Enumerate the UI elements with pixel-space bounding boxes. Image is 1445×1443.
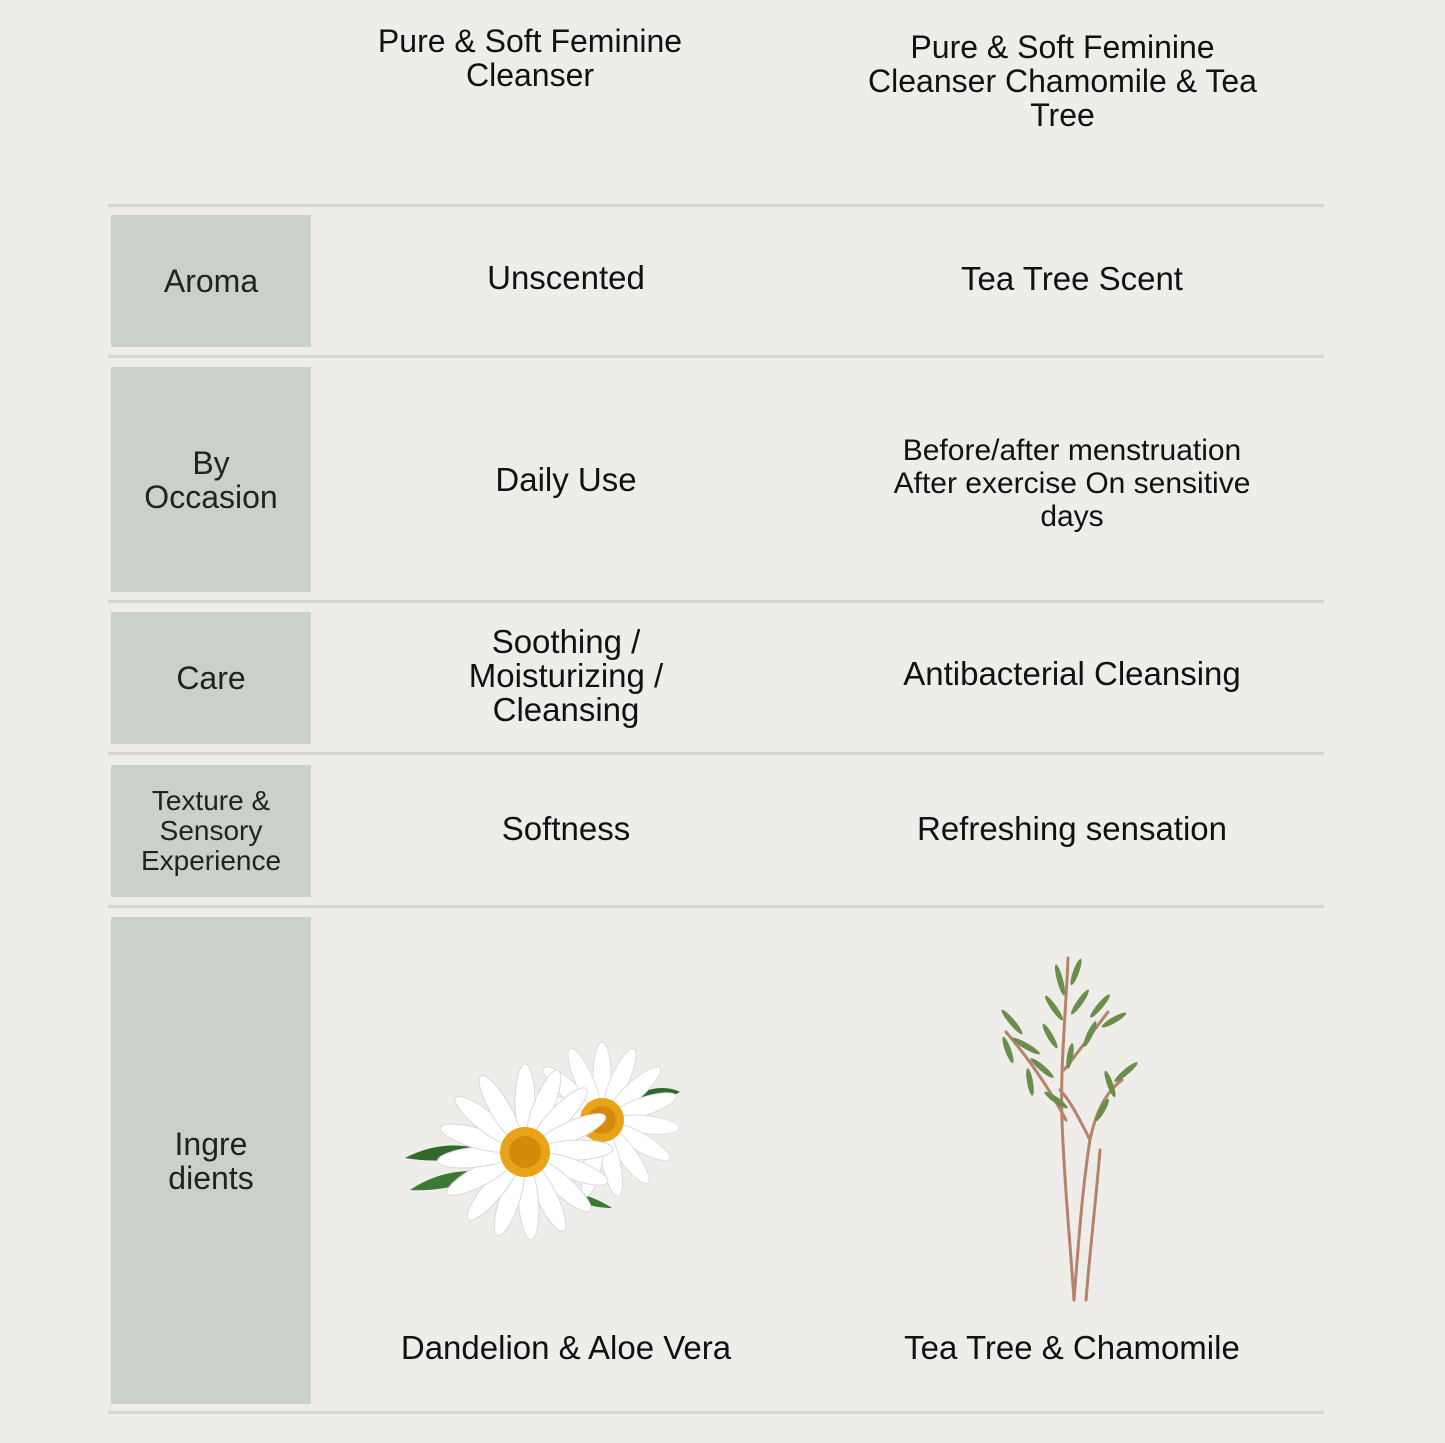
- row-label-text: By Occasion: [144, 444, 278, 515]
- row-divider: [108, 752, 1324, 755]
- leaf-icon: [999, 958, 1139, 1123]
- cell-occasion-product-2: Before/after menstruation After exercise On sensitive days: [893, 433, 1251, 533]
- cell-care-product-2: Antibacterial Cleansing: [903, 655, 1241, 692]
- row-label-text: Texture & Sensory Experience: [140, 785, 282, 876]
- cell-care-product-1: Soothing / Moisturizing / Cleansing: [468, 623, 664, 728]
- column-header-product-2: Pure & Soft Feminine Cleanser Chamomile & Tea Tree: [868, 29, 1257, 133]
- daisy-flowers-illustration: [400, 1040, 690, 1250]
- row-label-ingredients: [111, 917, 311, 1404]
- cell-aroma-product-1: Unscented: [487, 259, 645, 296]
- column-header-product-1: Pure & Soft Feminine Cleanser: [377, 23, 683, 93]
- tea-tree-sprig-illustration: [990, 950, 1150, 1305]
- row-label-texture: [111, 765, 311, 897]
- row-divider: [108, 600, 1324, 603]
- row-label-text: Ingre dients: [168, 1125, 254, 1196]
- daisy-icon: [436, 1064, 613, 1240]
- cell-ingredients-product-2: Tea Tree & Chamomile: [904, 1329, 1240, 1366]
- row-label-aroma: [111, 215, 311, 347]
- cell-texture-product-2: Refreshing sensation: [916, 810, 1228, 847]
- row-label-by-occasion: [111, 367, 311, 592]
- row-label-care: [111, 612, 311, 744]
- cell-aroma-product-2: Tea Tree Scent: [961, 260, 1183, 297]
- row-divider: [108, 905, 1324, 908]
- row-label-text: Aroma: [163, 263, 259, 299]
- cell-texture-product-1: Softness: [501, 810, 631, 847]
- row-divider: [108, 204, 1324, 207]
- row-divider: [108, 1411, 1324, 1414]
- cell-ingredients-product-1: Dandelion & Aloe Vera: [400, 1329, 732, 1366]
- cell-occasion-product-1: Daily Use: [495, 460, 637, 498]
- row-label-text: Care: [176, 660, 246, 696]
- row-divider: [108, 355, 1324, 358]
